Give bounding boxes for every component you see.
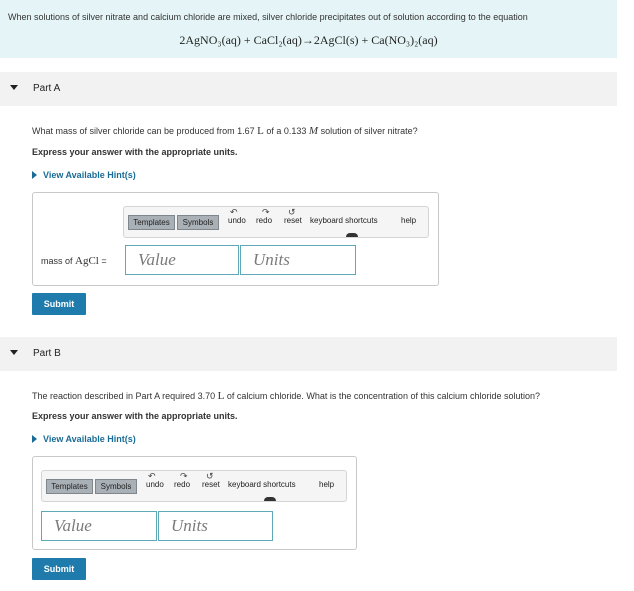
part-b-answer-box — [32, 456, 357, 550]
part-b-instruction: Express your answer with the appropriate units. — [32, 411, 238, 421]
reset-icon: ↺ — [206, 471, 214, 481]
part-b-value-input[interactable]: Value — [41, 511, 157, 541]
part-a-units-input[interactable]: Units — [240, 245, 356, 275]
chemical-equation: 2AgNO₃(aq) + CaCl₂(aq)→2AgCl(s) + Ca(NO₃)₂(aq) — [179, 33, 438, 47]
redo-button[interactable]: ↷ redo — [174, 471, 191, 489]
part-a-value-input[interactable]: Value — [125, 245, 239, 275]
part-b-math-toolbar — [41, 470, 347, 502]
caret-right-icon — [32, 171, 37, 179]
templates-button[interactable]: Templates — [46, 479, 93, 494]
symbols-button[interactable]: Symbols — [177, 215, 219, 230]
undo-icon: ↶ — [148, 471, 156, 481]
part-a-hint-link[interactable]: View Available Hint(s) — [32, 170, 136, 180]
part-a-submit-button[interactable]: Submit — [32, 293, 86, 315]
reset-button[interactable]: ↺ reset — [202, 471, 220, 489]
keyboard-shortcuts-button[interactable]: keyboard shortcuts — [228, 480, 296, 489]
part-a-math-toolbar — [123, 206, 429, 238]
part-a-header[interactable] — [0, 72, 617, 106]
part-a-instruction: Express your answer with the appropriate units. — [32, 147, 238, 157]
redo-button[interactable]: ↷ redo — [256, 207, 273, 225]
part-b-label: Part B — [33, 348, 61, 359]
part-b-hint-link[interactable]: View Available Hint(s) — [32, 434, 136, 444]
part-a-label: Part A — [33, 83, 61, 94]
problem-intro — [0, 0, 617, 58]
part-b-question: The reaction described in Part A required 3.70 L of calcium chloride. What is the concentration of this calcium chloride solution? — [32, 390, 541, 402]
reset-button[interactable]: ↺ reset — [284, 207, 302, 225]
keyboard-icon — [346, 233, 358, 237]
undo-button[interactable]: ↶ undo — [146, 471, 164, 489]
redo-icon: ↷ — [180, 471, 188, 481]
part-a-question: What mass of silver chloride can be produced from 1.67 L of a 0.133 M solution of silver nitrate? — [32, 125, 418, 137]
caret-down-icon — [10, 85, 18, 90]
templates-button[interactable]: Templates — [128, 215, 175, 230]
undo-button[interactable]: ↶ undo — [228, 207, 246, 225]
part-a-answer-box — [32, 192, 439, 286]
help-button[interactable]: help — [319, 480, 335, 489]
intro-text: When solutions of silver nitrate and calcium chloride are mixed, silver chloride precipitates out of solution according to the equation — [8, 12, 528, 22]
part-b-units-input[interactable]: Units — [158, 511, 273, 541]
part-b-submit-button[interactable]: Submit — [32, 558, 86, 580]
keyboard-shortcuts-button[interactable]: keyboard shortcuts — [310, 216, 378, 225]
redo-icon: ↷ — [262, 207, 270, 217]
part-a-field-label: mass of AgCl = — [41, 255, 107, 267]
part-b-header[interactable] — [0, 337, 617, 371]
caret-down-icon — [10, 350, 18, 355]
help-button[interactable]: help — [401, 216, 417, 225]
reset-icon: ↺ — [288, 207, 296, 217]
caret-right-icon — [32, 435, 37, 443]
symbols-button[interactable]: Symbols — [95, 479, 137, 494]
undo-icon: ↶ — [230, 207, 238, 217]
keyboard-icon — [264, 497, 276, 501]
